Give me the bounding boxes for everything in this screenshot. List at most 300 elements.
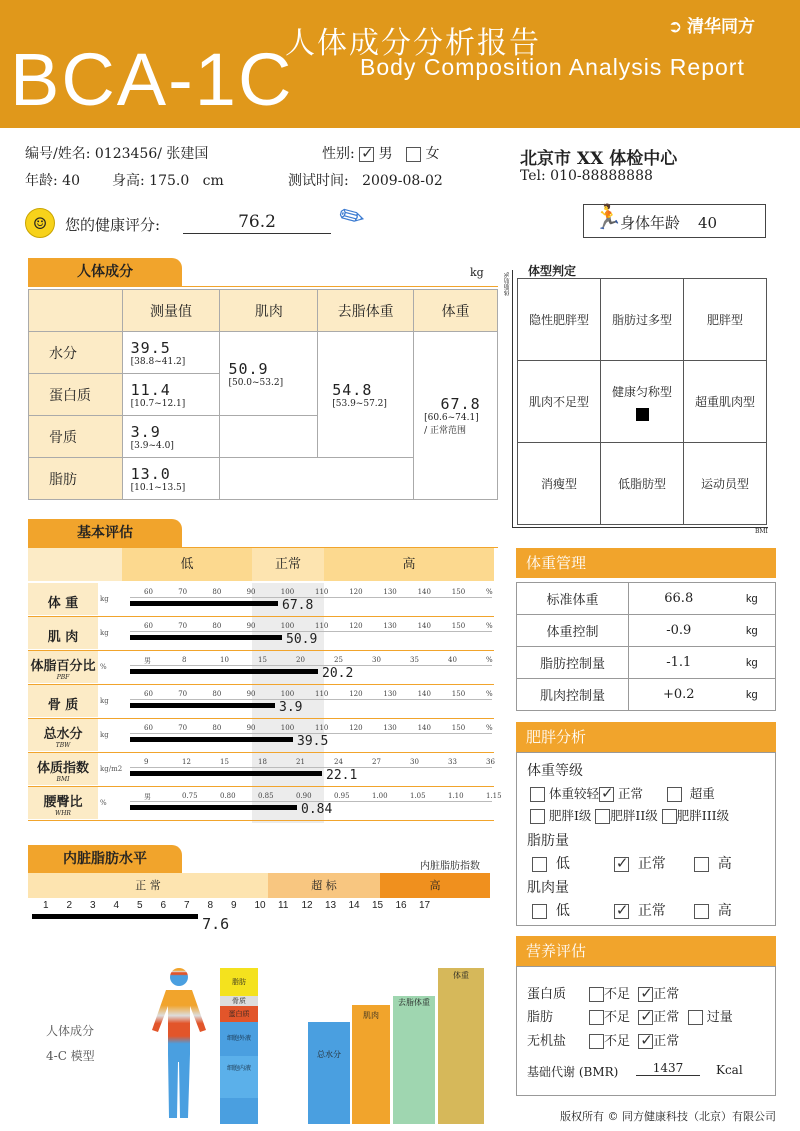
assessment-bar (130, 635, 282, 640)
protein-lack-label: 不足 (604, 987, 631, 1002)
scale-tick: 1.15 (486, 792, 502, 800)
assessment-sub: WHR (55, 810, 71, 817)
composition-table (28, 289, 498, 500)
row-water: 水分 (29, 332, 123, 374)
nutrition-salt-row (527, 1030, 679, 1049)
scale-tick: 120 (349, 724, 363, 732)
scale-tick: 0.75 (182, 792, 198, 800)
wm-value: +0.2 (629, 679, 729, 711)
salt-lack-label: 不足 (604, 1034, 631, 1049)
salt-normal-label: 正常 (653, 1034, 680, 1049)
scale-tick: 80 (212, 588, 222, 596)
w2-checkbox (599, 787, 614, 802)
model-fat: 脂肪 (220, 968, 258, 996)
scale-tick: 150 (451, 588, 466, 596)
center-tel: Tel: 010-88888888 (520, 168, 653, 184)
model-weight: 体重 (438, 968, 484, 1124)
assessment-value: 20.2 (322, 666, 354, 681)
nutri-fat-label: 脂肪 (527, 1010, 554, 1025)
visceral-tick: 12 (301, 900, 313, 911)
row-divider (28, 820, 494, 821)
scale-tick: 150 (451, 690, 466, 698)
scale-tick: % (486, 724, 493, 732)
body-type-label: 肥胖型 (706, 313, 743, 327)
female-label: 女 (425, 146, 440, 162)
salt-normal-checkbox (638, 1034, 653, 1049)
test-label: 测试时间: (288, 173, 349, 189)
composition-tab: 人体成分 (28, 258, 182, 286)
scale-high: 高 (324, 548, 494, 581)
visceral-bar (32, 914, 198, 919)
scale-tick: 男 (144, 793, 151, 801)
bone-value: 3.9 (130, 422, 161, 441)
scale-tick: 120 (349, 588, 363, 596)
runner-icon: 🏃 (593, 203, 623, 231)
scale-tick: 140 (417, 622, 431, 630)
model-intra: 细胞内液 (220, 1056, 258, 1098)
age-label: 年龄: (25, 173, 58, 189)
w1-checkbox (530, 787, 545, 802)
assessment-row-label (28, 651, 98, 683)
test-value: 2009-08-02 (362, 173, 443, 189)
assessment-value: 22.1 (326, 768, 358, 783)
body-type-cell (684, 279, 767, 361)
w3-checkbox (667, 787, 682, 802)
w6-label: 肥胖III级 (676, 808, 730, 823)
scale-tick: 1.05 (410, 792, 426, 800)
nutrition-header: 营养评估 (516, 936, 776, 966)
scale-tick: 0.90 (296, 792, 312, 800)
scale-tick: 70 (178, 690, 188, 698)
scale-tick: 12 (182, 758, 191, 766)
male-checkbox (359, 147, 374, 162)
visceral-tick: 6 (160, 900, 167, 911)
empty-cell (220, 416, 318, 458)
body-type-grid (517, 278, 767, 525)
assessment-name: 总水分 (43, 727, 83, 742)
model-protein: 蛋白质 (220, 1006, 258, 1022)
muscle-normal-checkbox (614, 904, 629, 919)
wm-label: 标准体重 (517, 583, 629, 615)
scale-tick: 130 (383, 622, 397, 630)
visceral-tick: 16 (395, 900, 407, 911)
scale-tick: 120 (349, 622, 363, 630)
body-type-cell (601, 443, 684, 525)
fat-value: 13.0 (130, 464, 171, 483)
row-bone: 骨质 (29, 416, 123, 458)
assessment-row-label (28, 753, 98, 785)
assessment-unit: kg/m2 (100, 765, 123, 773)
scale-tick: 1.00 (372, 792, 388, 800)
protein-range: [10.7~12.1] (130, 398, 186, 409)
protein-cell (122, 374, 220, 416)
muscle-high-label: 高 (717, 903, 732, 919)
x-axis-line (512, 527, 768, 528)
salt-lack-checkbox (589, 1034, 604, 1049)
fat-high-label: 高 (717, 856, 732, 872)
scale-tick: 20 (296, 656, 305, 664)
water-cell (122, 332, 220, 374)
assessment-unit: kg (100, 697, 109, 705)
body-type-cell (518, 279, 601, 361)
copyright: 版权所有 © 同方健康科技（北京）有限公司 (560, 1110, 776, 1123)
gender-row (322, 143, 439, 163)
composition-rule (28, 286, 498, 287)
scale-tick: 30 (372, 656, 381, 664)
w5-checkbox (595, 809, 610, 824)
assessment-tab: 基本评估 (28, 519, 182, 547)
visceral-zone-normal: 正 常 (28, 873, 268, 898)
device-logo: BCA-1C (10, 38, 294, 121)
model-extra: 细胞外液 (220, 1022, 258, 1056)
bmr-label: 基础代谢 (BMR) (527, 1065, 619, 1079)
height-value: 175.0 (149, 173, 190, 189)
scale-line (130, 665, 492, 666)
assessment-name: 体 重 (47, 596, 79, 611)
scale-tick: 15 (220, 758, 229, 766)
muscle-value: 50.9 (228, 359, 269, 378)
visceral-tick: 17 (419, 900, 431, 911)
wm-value: -0.9 (629, 615, 729, 647)
assessment-unit: kg (100, 731, 109, 739)
scale-tick: 60 (144, 622, 153, 630)
weight-grade-label: 体重等级 (527, 763, 583, 779)
scale-tick: 120 (349, 690, 363, 698)
muscle-amount-row (532, 900, 732, 920)
body-type-cell (601, 361, 684, 443)
scale-tick: 70 (178, 724, 188, 732)
fat-lack-label: 不足 (604, 1010, 631, 1025)
body-type-cell (518, 361, 601, 443)
report-title-cn: 人体成分分析报告 (285, 26, 541, 61)
row-protein: 蛋白质 (29, 374, 123, 416)
row-fat: 脂肪 (29, 458, 123, 500)
visceral-tick: 3 (90, 900, 96, 911)
protein-value: 11.4 (130, 380, 171, 399)
fat-normal-label: 正常 (637, 856, 666, 872)
weight-mgmt-table (516, 582, 776, 711)
body-type-label: 健康匀称型 (611, 384, 672, 399)
scale-tick: % (486, 656, 493, 664)
selected-marker-icon (636, 408, 649, 421)
body-type-label: 肌肉不足型 (528, 395, 589, 409)
assessment-value: 0.84 (301, 802, 333, 817)
fat-range: [10.1~13.5] (130, 482, 186, 493)
assessment-sub: PBF (56, 674, 70, 681)
scale-tick: 35 (410, 656, 419, 664)
assessment-value: 39.5 (297, 734, 329, 749)
scale-normal: 正常 (252, 548, 324, 581)
visceral-tick: 7 (184, 900, 190, 911)
assessment-unit: % (100, 663, 107, 671)
fat-low-checkbox (532, 857, 547, 872)
model-water: 总水分 (308, 1022, 350, 1124)
weight-grade-row2 (530, 806, 729, 824)
scale-tick: 100 (280, 588, 295, 596)
w4-checkbox (530, 809, 545, 824)
assessment-name: 腰臀比 (43, 795, 83, 810)
muscle-normal-label: 正常 (637, 903, 666, 919)
brand-mark-icon: ➲ (668, 17, 683, 36)
nutri-fat-normal-label: 正常 (653, 1010, 680, 1025)
height-label: 身高: (112, 173, 145, 189)
scale-line (130, 767, 492, 768)
brand-logo (668, 12, 755, 37)
scale-tick: 110 (315, 622, 329, 630)
male-label: 男 (378, 146, 393, 162)
weight-grade-row1 (530, 784, 715, 802)
scale-tick: 90 (246, 622, 256, 630)
corner-cell (29, 290, 123, 332)
wm-label: 脂肪控制量 (517, 647, 629, 679)
assessment-bar (130, 669, 318, 674)
assessment-unit: kg (100, 629, 109, 637)
water-value: 39.5 (130, 338, 171, 357)
muscle-amount-label: 肌肉量 (527, 880, 569, 896)
brand-name: 清华同方 (686, 17, 755, 36)
scale-tick: 110 (315, 588, 329, 596)
body-type-cell (518, 443, 601, 525)
visceral-tick: 5 (137, 900, 143, 911)
nutrition-protein-row (527, 983, 679, 1002)
center-name: 北京市 XX 体检中心 (520, 149, 678, 169)
w2-label: 正常 (617, 786, 643, 801)
body-type-label: 超重肌肉型 (694, 395, 755, 409)
visceral-zone-high: 高 (380, 873, 490, 898)
body-age-label: 身体年龄 (620, 214, 681, 232)
scale-tick: 140 (417, 724, 431, 732)
id-value: 0123456/ 张建国 (94, 146, 209, 162)
assessment-value: 3.9 (279, 700, 303, 715)
w3-label: 超重 (689, 786, 715, 801)
water-range: [38.8~41.2] (130, 356, 186, 367)
scale-tick: % (486, 690, 493, 698)
gender-label: 性别: (322, 146, 355, 162)
body-type-y-axis: 体脂肪% (504, 272, 511, 296)
muscle-range: [50.0~53.2] (228, 377, 284, 388)
fat-over-checkbox (688, 1010, 703, 1025)
age-value: 40 (62, 173, 80, 189)
weight-note: / 正常范围 (424, 426, 466, 436)
score-label: 您的健康评分: (65, 216, 161, 234)
scale-tick: 24 (334, 758, 343, 766)
model-label-1: 人体成分 (46, 1024, 95, 1038)
w5-label: 肥胖II级 (610, 808, 658, 823)
assessment-sub: BMI (56, 776, 70, 783)
scale-tick: 0.95 (334, 792, 350, 800)
fat-amount-row (532, 853, 732, 873)
muscle-low-checkbox (532, 904, 547, 919)
w4-label: 肥胖I级 (548, 808, 592, 823)
scale-tick: 110 (315, 724, 329, 732)
scale-tick: 70 (178, 588, 188, 596)
w1-label: 体重较轻 (548, 786, 599, 801)
weight-cell (414, 332, 498, 500)
lean-cell (318, 332, 414, 458)
muscle-cell (220, 332, 318, 416)
scale-low: 低 (122, 548, 252, 581)
scale-tick: 0.85 (258, 792, 274, 800)
scale-tick: 8 (182, 656, 187, 664)
visceral-tick: 4 (113, 900, 120, 911)
scale-tick: 150 (451, 724, 466, 732)
protein-normal-checkbox (638, 987, 653, 1002)
bone-range: [3.9~4.0] (130, 440, 174, 451)
scale-tick: 9 (144, 758, 149, 766)
protein-normal-label: 正常 (653, 987, 680, 1002)
fat-normal-checkbox (638, 1010, 653, 1025)
wm-value: 66.8 (629, 583, 729, 615)
wm-unit: kg (729, 583, 776, 615)
scale-tick: 60 (144, 690, 153, 698)
visceral-tick: 10 (254, 900, 266, 911)
model-lean: 去脂体重 (393, 996, 435, 1124)
scale-tick: 男 (144, 657, 151, 665)
scale-tick: 30 (410, 758, 419, 766)
scale-tick: 150 (451, 622, 466, 630)
wm-value: -1.1 (629, 647, 729, 679)
test-time-row (288, 170, 443, 190)
assessment-bar (130, 601, 278, 606)
col-weight: 体重 (414, 290, 498, 332)
model-bone: 骨质 (220, 996, 258, 1006)
assessment-row-label (28, 685, 98, 717)
scale-tick: 25 (334, 656, 343, 664)
muscle-high-checkbox (694, 904, 709, 919)
scale-tick: 100 (280, 690, 295, 698)
body-type-label: 运动员型 (700, 477, 749, 491)
assessment-name: 体质指数 (36, 761, 89, 776)
fat-low-label: 低 (555, 856, 570, 872)
body-type-cell (601, 279, 684, 361)
assessment-name: 骨 质 (47, 698, 79, 713)
wm-label: 肌肉控制量 (517, 679, 629, 711)
fat-cell (122, 458, 220, 500)
body-type-cell (684, 361, 767, 443)
id-row (25, 143, 208, 163)
empty-cell-2 (220, 458, 414, 500)
scale-tick: % (486, 588, 493, 596)
wm-unit: kg (729, 647, 776, 679)
visceral-tick: 13 (325, 900, 337, 911)
weight-range: [60.6~74.1] (424, 413, 479, 423)
assessment-unit: % (100, 799, 107, 807)
assessment-bar (130, 805, 297, 810)
protein-label: 蛋白质 (527, 987, 567, 1002)
assessment-bar (130, 737, 293, 742)
scale-tick: 80 (212, 724, 222, 732)
composition-unit: kg (470, 266, 484, 279)
assessment-row-label (28, 617, 98, 649)
scale-tick: 0.80 (220, 792, 236, 800)
pencil-icon: ✎ (332, 196, 373, 239)
bone-cell (122, 416, 220, 458)
model-muscle: 肌肉 (352, 1005, 390, 1124)
female-checkbox (406, 147, 421, 162)
body-type-label: 消瘦型 (540, 477, 577, 491)
assessment-name: 肌 肉 (47, 630, 79, 645)
visceral-tick: 8 (207, 900, 214, 911)
report-title-en: Body Composition Analysis Report (360, 54, 745, 80)
scale-tick: 100 (280, 622, 295, 630)
visceral-tick: 9 (231, 900, 237, 911)
wm-label: 体重控制 (517, 615, 629, 647)
score-value: 76.2 (183, 212, 331, 234)
weight-value: 67.8 (440, 395, 481, 413)
visceral-tick: 11 (278, 900, 289, 911)
scale-tick: 90 (246, 588, 256, 596)
body-type-x-axis: BMI (755, 528, 768, 535)
assessment-bar (130, 771, 322, 776)
visceral-tab: 内脏脂肪水平 (28, 845, 182, 873)
body-type-label: 隐性肥胖型 (528, 313, 589, 327)
body-type-title: 体型判定 (528, 264, 577, 278)
visceral-value: 7.6 (202, 915, 230, 933)
scale-line (130, 699, 492, 700)
scale-tick: 15 (258, 656, 267, 664)
scale-tick: 130 (383, 724, 397, 732)
scale-tick: 140 (417, 690, 431, 698)
scale-tick: 33 (448, 758, 457, 766)
human-figure-icon (148, 966, 210, 1122)
visceral-zone-over: 超 标 (268, 873, 380, 898)
scale-tick: 130 (383, 588, 397, 596)
model-intra-lower (220, 1098, 258, 1124)
scale-tick: 10 (220, 656, 229, 664)
w6-checkbox (662, 809, 677, 824)
scale-tick: 21 (296, 758, 305, 766)
scale-tick: 80 (212, 690, 222, 698)
assessment-row-label (28, 583, 98, 615)
nutrition-fat-row (527, 1006, 733, 1025)
visceral-index-label: 内脏脂肪指数 (420, 861, 480, 872)
lean-range: [53.9~57.2] (332, 398, 387, 409)
scale-tick: 110 (315, 690, 329, 698)
scale-tick: 100 (280, 724, 295, 732)
scale-tick: 70 (178, 622, 188, 630)
visceral-tick: 15 (372, 900, 384, 911)
lean-value: 54.8 (332, 380, 373, 399)
body-age-value: 40 (698, 214, 718, 232)
scale-tick: 130 (383, 690, 397, 698)
assessment-corner (28, 548, 122, 581)
visceral-tick: 14 (348, 900, 360, 911)
age-row (25, 170, 80, 190)
protein-lack-checkbox (589, 987, 604, 1002)
assessment-row-label (28, 719, 98, 751)
assessment-bar (130, 703, 275, 708)
salt-label: 无机盐 (527, 1034, 567, 1049)
height-unit: cm (202, 173, 224, 189)
scale-tick: 80 (212, 622, 222, 630)
y-axis-line (512, 270, 513, 528)
scale-tick: 27 (372, 758, 381, 766)
scale-tick: 60 (144, 724, 153, 732)
muscle-low-label: 低 (555, 903, 570, 919)
fat-lack-checkbox (589, 1010, 604, 1025)
fat-high-checkbox (694, 857, 709, 872)
smiley-icon: ☺ (25, 208, 55, 238)
body-type-cell (684, 443, 767, 525)
wm-unit: kg (729, 679, 776, 711)
col-muscle: 肌肉 (220, 290, 318, 332)
visceral-tick: 2 (66, 900, 73, 911)
obesity-header: 肥胖分析 (516, 722, 776, 752)
assessment-unit: kg (100, 595, 109, 603)
model-label-2: 4-C 模型 (46, 1049, 95, 1063)
scale-tick: 1.10 (448, 792, 464, 800)
scale-tick: 90 (246, 724, 256, 732)
